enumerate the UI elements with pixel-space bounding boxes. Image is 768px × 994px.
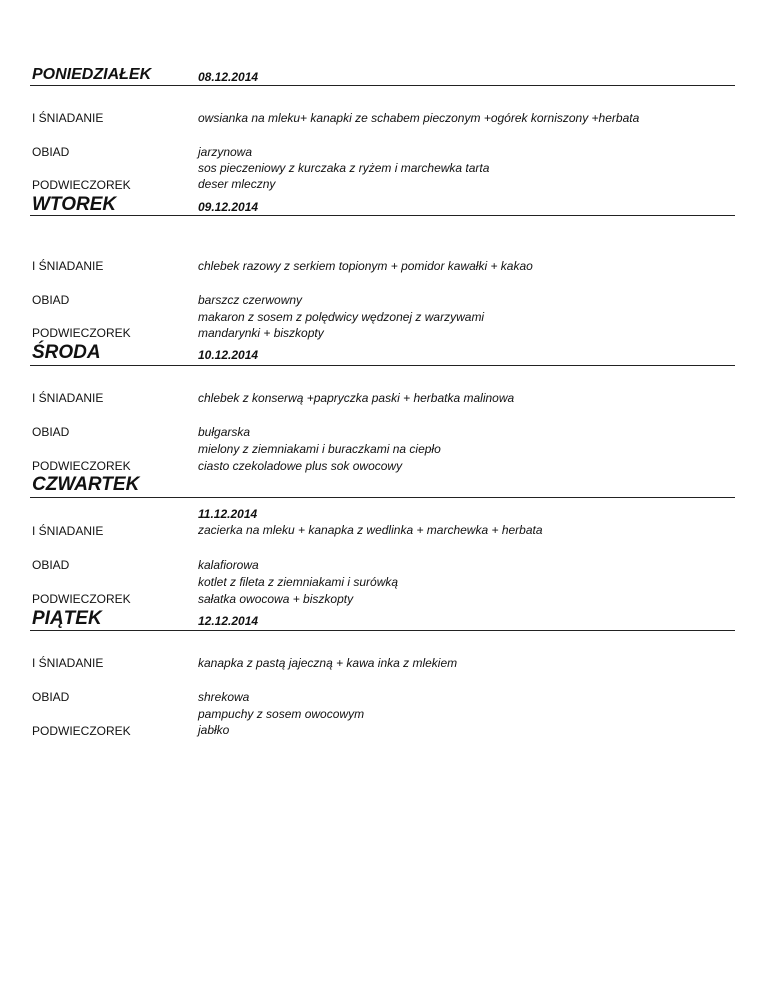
meal-label-snack: PODWIECZOREK <box>32 592 131 606</box>
lunch-tuesday-soup: barszcz czerwowny <box>198 293 303 307</box>
meal-label-lunch: OBIAD <box>32 425 70 439</box>
meal-label-breakfast: I ŚNIADANIE <box>32 656 104 670</box>
lunch-thursday-main: kotlet z fileta z ziemniakami i surówką <box>198 575 399 589</box>
meal-label-snack: PODWIECZOREK <box>32 724 131 738</box>
lunch-thursday-soup: kalafiorowa <box>198 558 259 572</box>
meal-label-lunch: OBIAD <box>32 690 70 704</box>
snack-wednesday: ciasto czekoladowe plus sok owocowy <box>198 459 403 473</box>
meal-label-snack: PODWIECZOREK <box>32 178 131 192</box>
date-wednesday: 10.12.2014 <box>198 348 259 362</box>
divider <box>30 215 735 216</box>
snack-monday: deser mleczny <box>198 177 276 191</box>
meal-label-breakfast: I ŚNIADANIE <box>32 259 104 273</box>
divider <box>30 365 735 366</box>
lunch-tuesday-main: makaron z sosem z polędwicy wędzonej z warzywami <box>198 310 485 324</box>
meal-label-breakfast: I ŚNIADANIE <box>32 391 104 405</box>
divider <box>30 630 735 631</box>
date-friday: 12.12.2014 <box>198 614 259 628</box>
meal-label-breakfast: I ŚNIADANIE <box>32 111 104 125</box>
meal-label-lunch: OBIAD <box>32 293 70 307</box>
lunch-monday-main: sos pieczeniowy z kurczaka z ryżem i marchewka tarta <box>198 161 490 175</box>
lunch-wednesday-soup: bułgarska <box>198 425 251 439</box>
snack-friday: jabłko <box>198 723 230 737</box>
date-monday: 08.12.2014 <box>198 70 259 84</box>
date-thursday: 11.12.2014 <box>198 507 258 521</box>
breakfast-wednesday: chlebek z konserwą +papryczka paski + herbatka malinowa <box>198 391 515 405</box>
snack-thursday: sałatka owocowa + biszkopty <box>198 592 354 606</box>
lunch-friday-main: pampuchy z sosem owocowym <box>198 707 365 721</box>
divider <box>30 85 735 86</box>
day-heading-wednesday: ŚRODA <box>32 342 101 363</box>
breakfast-tuesday: chlebek razowy z serkiem topionym + pomidor kawałki + kakao <box>198 259 533 273</box>
breakfast-monday: owsianka na mleku+ kanapki ze schabem pieczonym +ogórek korniszony +herbata <box>198 111 640 125</box>
meal-label-snack: PODWIECZOREK <box>32 326 131 340</box>
day-heading-tuesday: WTOREK <box>32 194 117 215</box>
breakfast-friday: kanapka z pastą jajeczną + kawa inka z mlekiem <box>198 656 458 670</box>
day-heading-friday: PIĄTEK <box>32 608 102 629</box>
date-tuesday: 09.12.2014 <box>198 200 259 214</box>
lunch-wednesday-main: mielony z ziemniakami i buraczkami na ciepło <box>198 442 441 456</box>
lunch-monday-soup: jarzynowa <box>198 145 253 159</box>
meal-label-snack: PODWIECZOREK <box>32 459 131 473</box>
snack-tuesday: mandarynki + biszkopty <box>198 326 324 340</box>
meal-label-breakfast: I ŚNIADANIE <box>32 524 104 538</box>
breakfast-thursday: zacierka na mleku + kanapka z wedlinka + marchewka + herbata <box>198 523 543 537</box>
divider <box>30 497 735 498</box>
day-heading-monday: PONIEDZIAŁEK <box>32 66 152 83</box>
meal-label-lunch: OBIAD <box>32 145 70 159</box>
day-heading-thursday: CZWARTEK <box>32 474 140 495</box>
meal-label-lunch: OBIAD <box>32 558 70 572</box>
lunch-friday-soup: shrekowa <box>198 690 250 704</box>
